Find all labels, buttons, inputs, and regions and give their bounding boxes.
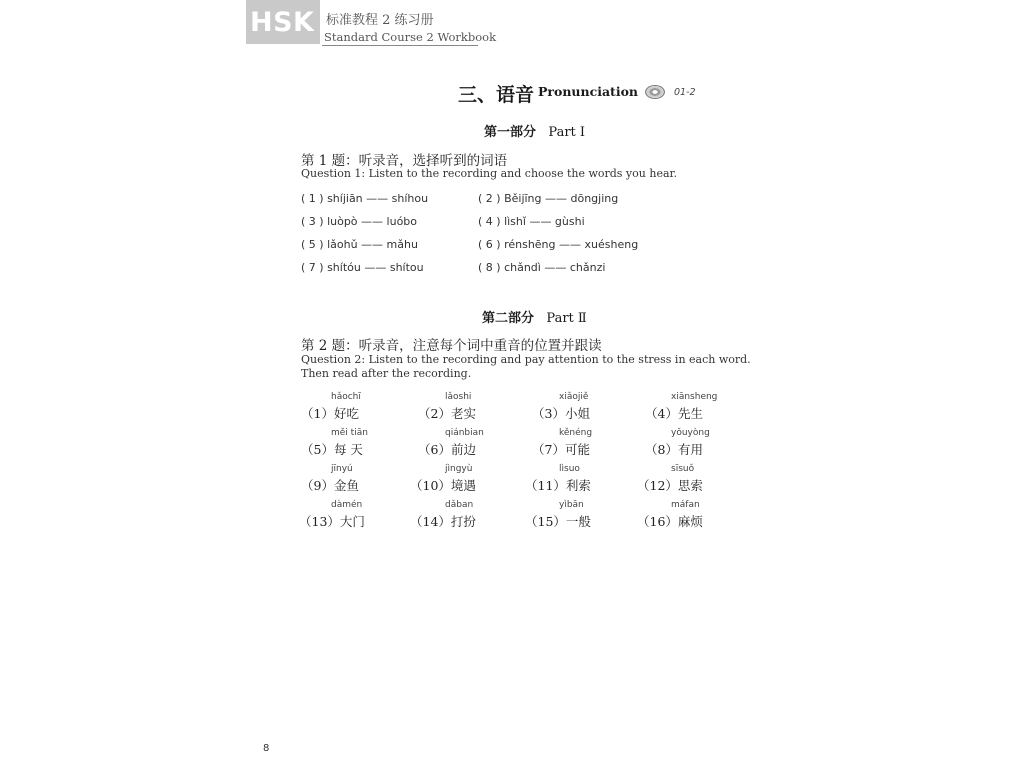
word-hanzi: （6）前边 xyxy=(418,442,476,457)
word-hanzi: （7）可能 xyxy=(532,442,590,457)
word-hanzi: （11）利索 xyxy=(525,478,591,493)
pinyin: xiǎojiě xyxy=(559,392,589,402)
pinyin: měi tiān xyxy=(331,428,368,438)
section-title-en: Pronunciation xyxy=(538,84,638,99)
q1-item-7: ( 7 ) shítóu —— shítou xyxy=(301,261,424,274)
q2-item-6 xyxy=(418,428,528,464)
q2-item-14 xyxy=(410,500,520,536)
header-title-cn: 标准教程 2 练习册 xyxy=(326,13,434,28)
audio-track-code: 01-2 xyxy=(674,87,696,98)
question2-cn: 第 2 题：听录音，注意每个词中重音的位置并跟读 xyxy=(301,338,602,354)
part2-title xyxy=(482,307,587,326)
pinyin: lìsuo xyxy=(559,464,580,474)
q2-item-4 xyxy=(645,392,755,428)
pinyin: dàmén xyxy=(331,500,363,510)
part1-title xyxy=(484,121,585,140)
part2-title-cn: 第二部分 xyxy=(482,311,535,326)
q1-item-6: ( 6 ) rénshēng —— xuésheng xyxy=(478,238,639,251)
part1-title-cn: 第一部分 xyxy=(484,125,537,140)
q2-item-16 xyxy=(637,500,747,536)
question1-en: Question 1: Listen to the recording and choose the words you hear. xyxy=(301,167,678,180)
q2-item-8 xyxy=(645,428,755,464)
pinyin: kěnéng xyxy=(559,428,593,438)
q2-item-1 xyxy=(301,392,411,428)
q1-item-3: ( 3 ) luòpò —— luóbo xyxy=(301,215,418,228)
pinyin: hǎochī xyxy=(331,392,361,402)
word-hanzi: （13）大门 xyxy=(299,514,365,529)
word-hanzi: （4）先生 xyxy=(645,406,703,421)
q2-item-5 xyxy=(301,428,411,464)
pinyin: sīsuǒ xyxy=(671,464,695,474)
word-hanzi: （8）有用 xyxy=(645,442,703,457)
q2-item-15 xyxy=(525,500,635,536)
q1-item-5: ( 5 ) lǎohǔ —— mǎhu xyxy=(301,238,418,251)
q2-item-11 xyxy=(525,464,635,500)
question1-cn: 第 1 题：听录音，选择听到的词语 xyxy=(301,153,508,169)
word-hanzi: （1）好吃 xyxy=(301,406,359,421)
pinyin: qiánbian xyxy=(445,428,484,438)
word-hanzi: （12）思索 xyxy=(637,478,703,493)
pinyin: lǎoshi xyxy=(445,392,472,402)
question2-en: Question 2: Listen to the recording and pay attention to the stress in each word. Then read after the recording. xyxy=(301,353,751,380)
q1-item-2: ( 2 ) Běijīng —— dōngjing xyxy=(478,192,619,205)
word-hanzi: （16）麻烦 xyxy=(637,514,703,529)
hsk-logo: HSK xyxy=(250,7,315,38)
word-hanzi: （15）一般 xyxy=(525,514,591,529)
word-hanzi: （5）每 天 xyxy=(301,442,363,457)
q2-item-7 xyxy=(532,428,642,464)
word-hanzi: （2）老实 xyxy=(418,406,476,421)
q2-item-12 xyxy=(637,464,747,500)
q1-item-4: ( 4 ) lìshǐ —— gùshi xyxy=(478,215,585,228)
q1-item-8: ( 8 ) chǎndì —— chǎnzi xyxy=(478,261,606,274)
pinyin: máfan xyxy=(671,500,700,510)
pinyin: xiānsheng xyxy=(671,392,718,402)
section-title-cn: 三、语音 xyxy=(458,84,535,106)
word-hanzi: （9）金鱼 xyxy=(301,478,359,493)
cd-icon xyxy=(645,85,665,99)
pinyin: yǒuyòng xyxy=(671,428,710,438)
word-hanzi: （14）打扮 xyxy=(410,514,476,529)
part2-title-en: Part Ⅱ xyxy=(546,311,587,326)
pinyin: jīnyú xyxy=(331,464,353,474)
header-divider xyxy=(322,45,478,46)
q2-item-3 xyxy=(532,392,642,428)
part1-title-en: Part Ⅰ xyxy=(548,125,586,140)
page-number: 8 xyxy=(263,743,270,754)
pinyin: yìbān xyxy=(559,500,584,510)
header-title-en: Standard Course 2 Workbook xyxy=(324,30,497,44)
word-hanzi: （3）小姐 xyxy=(532,406,590,421)
pinyin: jìngyù xyxy=(445,464,473,474)
word-hanzi: （10）境遇 xyxy=(410,478,476,493)
q2-item-9 xyxy=(301,464,411,500)
q2-item-10 xyxy=(410,464,520,500)
q1-item-1: ( 1 ) shíjiān —— shíhou xyxy=(301,192,429,205)
q2-item-2 xyxy=(418,392,528,428)
q2-item-13 xyxy=(299,500,409,536)
pinyin: dǎban xyxy=(445,500,474,510)
